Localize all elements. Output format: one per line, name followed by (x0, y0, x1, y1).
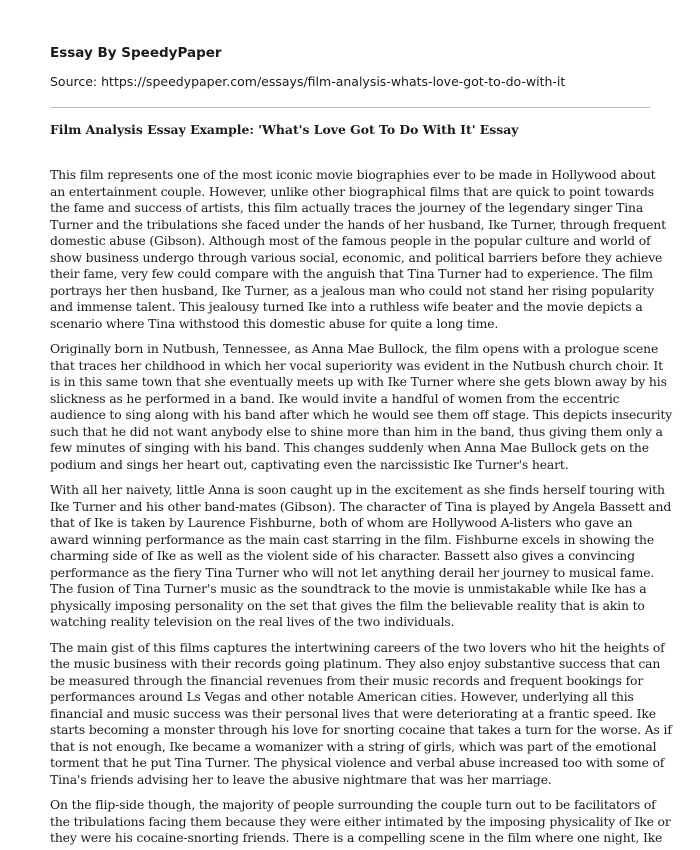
paragraph-line: domestic abuse (Gibson). Although most of the famous people in the popular culture and world of (50, 233, 651, 248)
paragraph-line: watching reality television on the real lives of the two individuals. (50, 614, 455, 629)
paragraph-line: scenario where Tina withstood this domestic abuse for quite a long time. (50, 315, 499, 331)
paragraph-line: slickness as he performed in a band. Ike would invite a handful of women from the eccentric (50, 390, 620, 406)
paragraph-line: award winning performance as the main cast starring in the film. Fishburne excels in showing the (50, 531, 655, 547)
essay-paragraph (50, 167, 666, 332)
paragraph-line: The main gist of this films captures the intertwining careers of the two lovers who hit the heights of (50, 639, 665, 655)
paragraph-line: charming side of Ike as well as the violent side of his character. Bassett also gives a convincing (50, 548, 635, 563)
essay-paragraph (50, 797, 671, 847)
source-label: Source: (50, 74, 102, 89)
paragraph-line: performance as the fiery Tina Turner who will not let anything derail her journey to musical fame. (50, 564, 655, 580)
paragraph-line: With all her naivety, little Anna is soon caught up in the excitement as she finds herself touring with (50, 482, 665, 497)
source-line (50, 73, 650, 90)
paragraph-line: few minutes of singing with his band. This changes suddenly when Anna Mae Bullock gets on the (50, 440, 649, 455)
paragraph-line: Turner and the tribulations she faced under the hands of her husband, Ike Turner, through frequent (50, 216, 666, 232)
paragraph-line: Tina's friends advising her to leave the abusive nightmare that was her marriage. (50, 771, 552, 787)
paragraph-line: podium and sings her heart out, captivating even the narcissistic Ike Turner's heart. (50, 456, 569, 472)
paragraph-line: their fame, very few could compare with the anguish that Tina Turner had to experience. The film (50, 266, 653, 281)
paragraph-line: On the flip-side though, the majority of people surrounding the couple turn out to be facilitators of (50, 797, 656, 812)
paragraph-line: performances around Ls Vegas and other notable American cities. However, underlying all this (50, 689, 634, 704)
paragraph-line: Ike Turner and his other band-mates (Gibson). The character of Tina is played by Angela Bassett and (50, 498, 672, 514)
paragraph-line: This film represents one of the most iconic movie biographies ever to be made in Hollywood about (50, 167, 656, 182)
paragraph-line: financial and music success was their personal lives that were deteriorating at a frantic speed. Ike (50, 705, 656, 721)
paragraph-line: audience to sing along with his band after which he would see them off stage. This depicts insecurity (50, 407, 673, 422)
paragraph-line: torment that he put Tina Turner. The physical violence and verbal abuse increased too with some of (50, 755, 665, 770)
paragraph-line: that is not enough, Ike became a womanizer with a string of girls, which was part of the emotional (50, 738, 657, 754)
paragraph-line: the tribulations facing them because they were either intimated by the imposing physicality of Ike or (50, 813, 671, 829)
essay-paragraph (50, 639, 672, 789)
paragraph-line: such that he did not want anybody else to shine more than him in the band, thus giving them only a (50, 423, 663, 439)
paragraph-line: and immense talent. This jealousy turned Ike into a ruthless wife beater and the movie depicts a (50, 299, 643, 314)
paragraph-line: portrays her then husband, Ike Turner, as a jealous man who could not stand her rising popularity (50, 282, 654, 298)
paragraph-line: is in this same town that she eventually meets up with Ike Turner where she gets blown away by his (50, 374, 667, 389)
paragraph-line: The fusion of Tina Turner's music as the soundtrack to the movie is unmistakable while Ike has a (50, 581, 647, 596)
header-divider (50, 107, 650, 108)
paragraph-line: they were his cocaine-snorting friends. There is a compelling scene in the film where one night, Ike (50, 830, 663, 845)
essay-paragraph (50, 482, 672, 631)
essay-body (50, 167, 673, 847)
paragraph-line: that traces her childhood in which her vocal superiority was evident in the Nutbush church choir. It (50, 357, 663, 373)
paragraph-line: be measured through the financial revenues from their music records and frequent bookings for (50, 672, 644, 688)
paragraph-line: physically imposing personality on the set that gives the film the believable reality that is akin to (50, 597, 645, 613)
paragraph-line: Originally born in Nutbush, Tennessee, as Anna Mae Bullock, the film opens with a prologue scene (50, 341, 659, 356)
essay-title: Film Analysis Essay Example: 'What's Love Got To Do With It' Essay (50, 122, 519, 137)
paragraph-line: the fame and success of artists, this film actually traces the journey of the legendary singer Tina (50, 200, 644, 215)
paragraph-line: an entertainment couple. However, unlike other biographical films that are quick to point towards (50, 183, 654, 199)
paragraph-line: the music business with their records going platinum. They also enjoy substantive success that can (50, 656, 661, 671)
paragraph-line: starts becoming a monster through his love for snorting cocaine that takes a turn for the worse. As if (50, 722, 672, 737)
source-url-link[interactable]: https://speedypaper.com/essays/film-analysis-whats-love-got-to-do-with-it (101, 74, 566, 89)
paragraph-line: show business undergo through various social, economic, and political barriers before they achieve (50, 249, 663, 265)
site-header-title: Essay By SpeedyPaper (50, 45, 222, 61)
paragraph-line: that of Ike is taken by Laurence Fishburne, both of whom are Hollywood A-listers who gave an (50, 515, 633, 530)
essay-paragraph (50, 341, 673, 473)
